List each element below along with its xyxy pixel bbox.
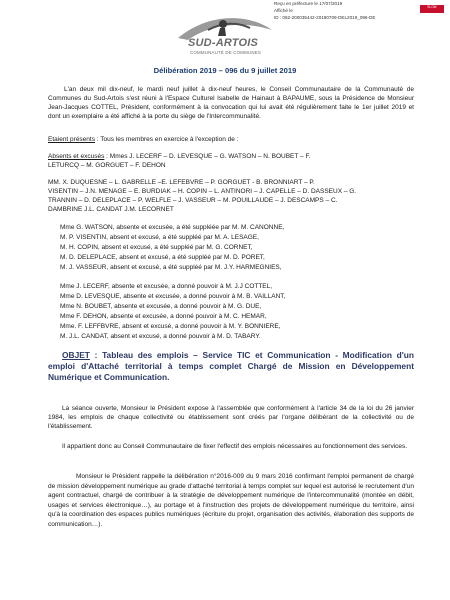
stamp-received: Reçu en préfecture le 17/07/2019 xyxy=(274,1,343,6)
substitute-line: M. P. VISENTIN, absent et excusé, a été suppléé par M. A. LESAGE, xyxy=(60,234,259,241)
stamp-id: ID : 062-200035442-20190709-DEL2019_096-DE xyxy=(274,15,376,20)
objet-block xyxy=(48,350,414,383)
proxy-line: M. J.L. CANDAT, absent et excusé, a donné pouvoir à M. D. TABARY. xyxy=(60,333,261,340)
logo-name: SUD-ARTOIS xyxy=(188,37,259,49)
stamp-posted: Affiché le xyxy=(274,8,293,13)
members-line: MM. X. DUQUESNE – L. GABRELLE –E. LEFEBVRE – P. GORGUET - B. BRONNIART – P. xyxy=(48,179,315,186)
substitute-line: Mme G. WATSON, absente et excusée, a été suppléée par M. M. CANONNE, xyxy=(60,224,285,231)
absents-text: : Mmes J. LECERF – D. LEVESQUE – G. WATSON – N. BOUBET – F. xyxy=(104,153,311,160)
presents-label: Etaient présents xyxy=(48,136,95,143)
proxy-line: Mme D. LEVESQUE, absente et excusée, a donné pouvoir à M. B. VAILLANT, xyxy=(60,293,286,300)
substitute-line: M. H. COPIN, absent et excusé, a été suppléé par M. G. CORNET, xyxy=(60,244,253,251)
proxy-line: Mme F. DEHON, absente et excusée, a donné pouvoir à M. C. HEMAR, xyxy=(60,313,267,320)
members-line: VISENTIN – J.N. MENAGE – E. BURDIAK – H. COPIN – L. ANTINORI – J. CAPELLE – D. DASSEUX – G. xyxy=(48,188,357,195)
proxy-line: Mme. F. LEFFBVRE, absent et excusé, a donné pouvoir à M. Y. BONNIERE, xyxy=(60,323,281,330)
absents-line-2: LETURCQ – M. GORGUET – F. DEHON xyxy=(48,162,166,169)
body-paragraph: La séance ouverte, Monsieur le Président expose à l'assemblée que conformément à l'article 34 de la loi du 26 janvier 1984, les emplois de chaque collectivité ou établissement sont créés par l'organe délibérant de la collectivité ou de l'établissement. xyxy=(48,405,414,430)
body-paragraph: Il appartient donc au Conseil Communautaire de fixer l'effectif des emplois nécessaires au fonctionnement des services. xyxy=(62,443,408,450)
stamp-badge: SLOW xyxy=(420,5,444,13)
prefecture-stamp xyxy=(270,0,450,24)
body-paragraph: Monsieur le Président rappelle la délibération n°2016-009 du 9 mars 2016 confirmant l'emploi permanent de chargé de mission développement numérique au grade d'attaché territorial à temps complet sur lequel est autorisé le recrutement d'un agent contractuel, chargé de contribuer à la stratégie de développement numérique de l'intercommunalité (montée en débit, usages et services électronique…), au portage et à l'instruction des projets de développement numérique du territoire, ainsi qu'à la coordination des espaces publics numériques (écriture du projet, organisation des activités, élaboration des supports de communication…). xyxy=(48,473,414,528)
substitute-line: M. J. VASSEUR, absent et excusé, a été suppléé par M. J.Y. HARMEGNIES, xyxy=(60,264,282,271)
presents-line xyxy=(48,136,238,144)
objet-text: : Tableau des emplois – Service TIC et Communication - Modification d'un emploi d'Attaché territorial à temps complet Chargé de Mission en Développement Numérique et Communication. xyxy=(48,350,414,382)
proxy-line: Mme N. BOUBET, absente et excusée, a donné pouvoir à M. G. DUE, xyxy=(60,303,262,310)
absents-line-1 xyxy=(48,153,311,161)
substitute-line: M. D. DELEPLACE, absent et excusé, a été suppléé par M. D. PORET, xyxy=(60,254,265,261)
presents-text: : Tous les membres en exercice à l'exception de : xyxy=(94,136,239,143)
members-line: TRANNIN – D. DELEPLACE – P. WELFLE – J. VASSEUR – M. POUILLAUDE – J. DESCAMPS – C. xyxy=(48,197,338,204)
deliberation-title: Délibération 2019 – 096 du 9 juillet 2019 xyxy=(153,66,297,75)
logo-subtitle: COMMUNAUTÉ DE COMMUNES xyxy=(190,50,261,55)
objet-label: OBJET xyxy=(62,350,90,360)
proxy-line: Mme J. LECERF, absente et excusée, a donné pouvoir à M. J.J COTTEL, xyxy=(60,283,273,290)
members-line: DAMBRINE J.L. CANDAT J.M. LECORNET xyxy=(48,206,174,213)
absents-label: Absents et excusés xyxy=(48,153,105,160)
intro-paragraph: L'an deux mil dix-neuf, le mardi neuf juillet à dix-neuf heures, le Conseil Communautaire de la Communauté de Communes du Sud-Artois s'est réuni à l'Espace Culturel Isabelle de Hainaut à BAPAUME, sous la Présidence de Monsieur Jean-Jacques COTTEL, Président, conformément à la convocation qui lui avait été régulièrement faite le 1er juillet 2019 et dont un exemplaire a été affiché à la porte du siège de l'Intercommunalité. xyxy=(48,86,414,120)
